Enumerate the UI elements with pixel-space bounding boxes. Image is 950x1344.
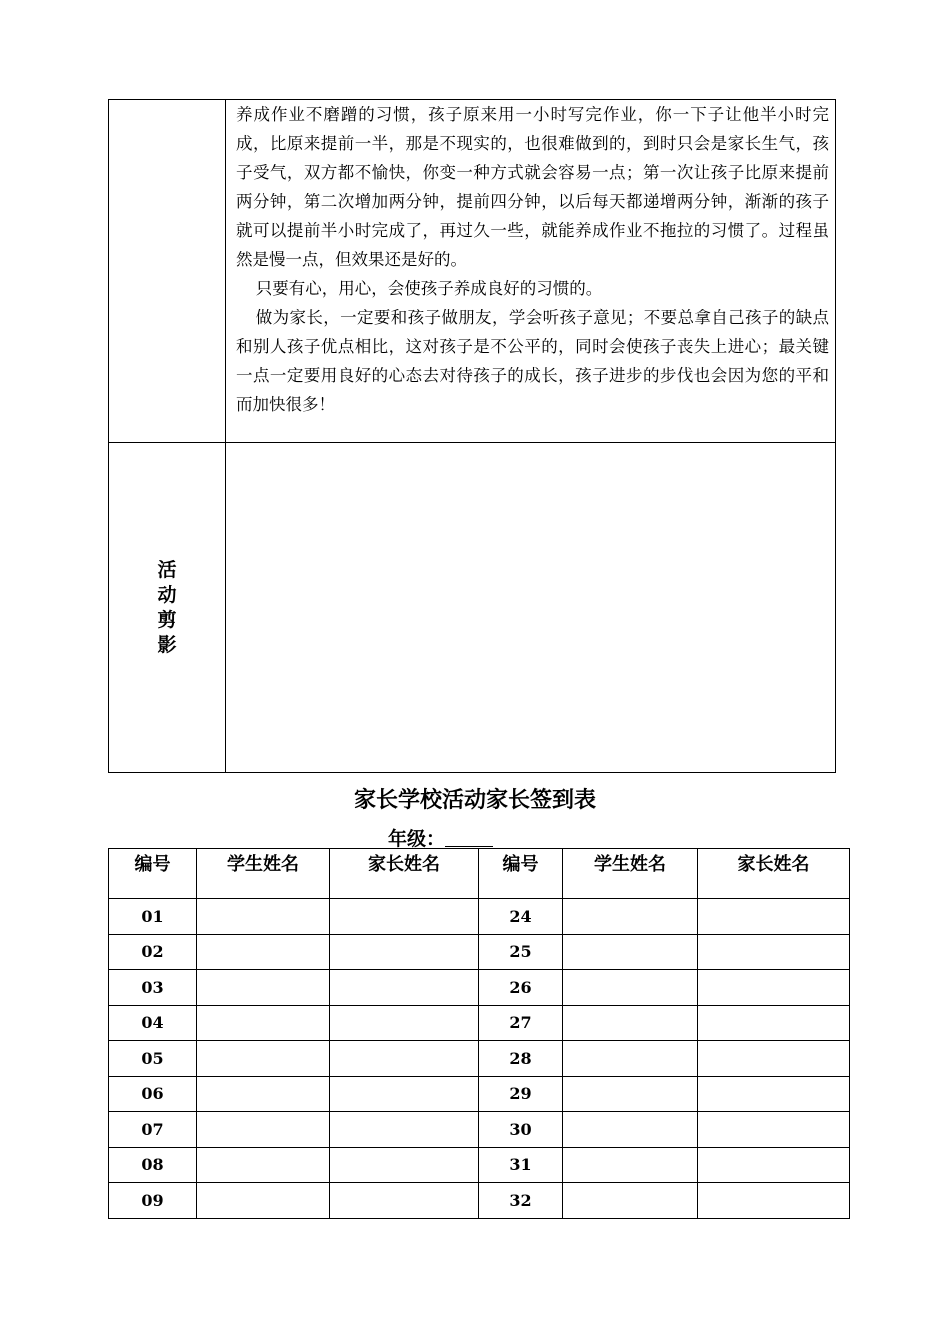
student-name-field[interactable] xyxy=(563,970,698,1006)
parent-name-field[interactable] xyxy=(698,1112,850,1148)
parent-name-field[interactable] xyxy=(330,1005,479,1041)
photo-area xyxy=(226,443,836,773)
student-name-field[interactable] xyxy=(563,899,698,935)
row-number: 30 xyxy=(479,1112,563,1148)
parent-name-field[interactable] xyxy=(698,934,850,970)
student-name-field[interactable] xyxy=(197,1183,330,1219)
row-number: 06 xyxy=(109,1076,197,1112)
parent-name-field[interactable] xyxy=(330,1183,479,1219)
student-name-field[interactable] xyxy=(197,1041,330,1077)
activity-record-table xyxy=(108,99,836,773)
parent-name-field[interactable] xyxy=(330,970,479,1006)
parent-name-field[interactable] xyxy=(330,1147,479,1183)
student-name-field[interactable] xyxy=(197,1005,330,1041)
row-number: 24 xyxy=(479,899,563,935)
row-number: 03 xyxy=(109,970,197,1006)
student-name-field[interactable] xyxy=(563,1076,698,1112)
row-number: 08 xyxy=(109,1147,197,1183)
header-student-name: 学生姓名 xyxy=(197,849,330,899)
student-name-field[interactable] xyxy=(197,934,330,970)
grade-label: 年级： xyxy=(388,828,446,850)
parent-name-field[interactable] xyxy=(330,1041,479,1077)
photo-label-cell xyxy=(109,443,226,773)
parent-name-field[interactable] xyxy=(330,899,479,935)
table-row xyxy=(109,1147,850,1183)
row-number: 01 xyxy=(109,899,197,935)
summary-paragraph: 做为家长，一定要和孩子做朋友，学会听孩子意见；不要总拿自己孩子的缺点和别人孩子优点相比，这对孩子是不公平的，同时会使孩子丧失上进心；最关键一点一定要用良好的心态去对待孩子的成长，孩子进步的步伐也会因为您的平和而加快很多！ xyxy=(236,308,829,414)
row-number: 29 xyxy=(479,1076,563,1112)
row-number: 28 xyxy=(479,1041,563,1077)
student-name-field[interactable] xyxy=(197,1147,330,1183)
row-number: 31 xyxy=(479,1147,563,1183)
row-number: 04 xyxy=(109,1005,197,1041)
header-number: 编号 xyxy=(479,849,563,899)
row-number: 26 xyxy=(479,970,563,1006)
table-row xyxy=(109,1183,850,1219)
summary-paragraph: 养成作业不磨蹭的习惯，孩子原来用一小时写完作业，你一下子让他半小时完成，比原来提前一半，那是不现实的，也很难做到的，到时只会是家长生气，孩子受气，双方都不愉快，你变一种方式就会容易一点；第一次让孩子比原来提前两分钟，第二次增加两分钟，提前四分钟，以后每天都递增两分钟，渐渐的孩子就可以提前半小时完成了，再过久一些，就能养成作业不拖拉的习惯了。过程虽然是慢一点，但效果还是好的。 xyxy=(236,105,829,269)
sign-table-body xyxy=(109,899,850,1219)
table-row xyxy=(109,899,850,935)
student-name-field[interactable] xyxy=(197,1076,330,1112)
student-name-field[interactable] xyxy=(563,1183,698,1219)
header-number: 编号 xyxy=(109,849,197,899)
header-parent-name: 家长姓名 xyxy=(330,849,479,899)
parent-name-field[interactable] xyxy=(698,1076,850,1112)
grade-line xyxy=(388,824,493,851)
parent-name-field[interactable] xyxy=(330,934,479,970)
table-row xyxy=(109,1112,850,1148)
photo-section-label: 活动剪影 xyxy=(157,558,177,656)
sign-table-header xyxy=(109,849,850,899)
parent-name-field[interactable] xyxy=(698,899,850,935)
table-row xyxy=(109,1005,850,1041)
student-name-field[interactable] xyxy=(197,899,330,935)
parent-name-field[interactable] xyxy=(698,1183,850,1219)
row-number: 32 xyxy=(479,1183,563,1219)
summary-content-cell xyxy=(226,100,836,443)
student-name-field[interactable] xyxy=(197,970,330,1006)
student-name-field[interactable] xyxy=(563,1041,698,1077)
parent-name-field[interactable] xyxy=(698,1147,850,1183)
row-number: 05 xyxy=(109,1041,197,1077)
parent-name-field[interactable] xyxy=(330,1076,479,1112)
row-number: 27 xyxy=(479,1005,563,1041)
table-row xyxy=(109,970,850,1006)
row-number: 07 xyxy=(109,1112,197,1148)
parent-name-field[interactable] xyxy=(698,970,850,1006)
row-number: 25 xyxy=(479,934,563,970)
row-number: 09 xyxy=(109,1183,197,1219)
table-row xyxy=(109,1076,850,1112)
sign-in-table xyxy=(108,848,850,1219)
student-name-field[interactable] xyxy=(563,934,698,970)
parent-name-field[interactable] xyxy=(698,1041,850,1077)
student-name-field[interactable] xyxy=(563,1005,698,1041)
parent-name-field[interactable] xyxy=(698,1005,850,1041)
summary-paragraph: 只要有心，用心，会使孩子养成良好的习惯的。 xyxy=(255,279,603,298)
header-parent-name: 家长姓名 xyxy=(698,849,850,899)
table-row xyxy=(109,934,850,970)
table-row xyxy=(109,1041,850,1077)
grade-blank-field[interactable] xyxy=(445,828,493,847)
parent-name-field[interactable] xyxy=(330,1112,479,1148)
student-name-field[interactable] xyxy=(563,1112,698,1148)
row-number: 02 xyxy=(109,934,197,970)
sign-sheet-title: 家长学校活动家长签到表 xyxy=(353,788,596,813)
empty-label-cell xyxy=(109,100,226,443)
student-name-field[interactable] xyxy=(197,1112,330,1148)
student-name-field[interactable] xyxy=(563,1147,698,1183)
header-student-name: 学生姓名 xyxy=(563,849,698,899)
